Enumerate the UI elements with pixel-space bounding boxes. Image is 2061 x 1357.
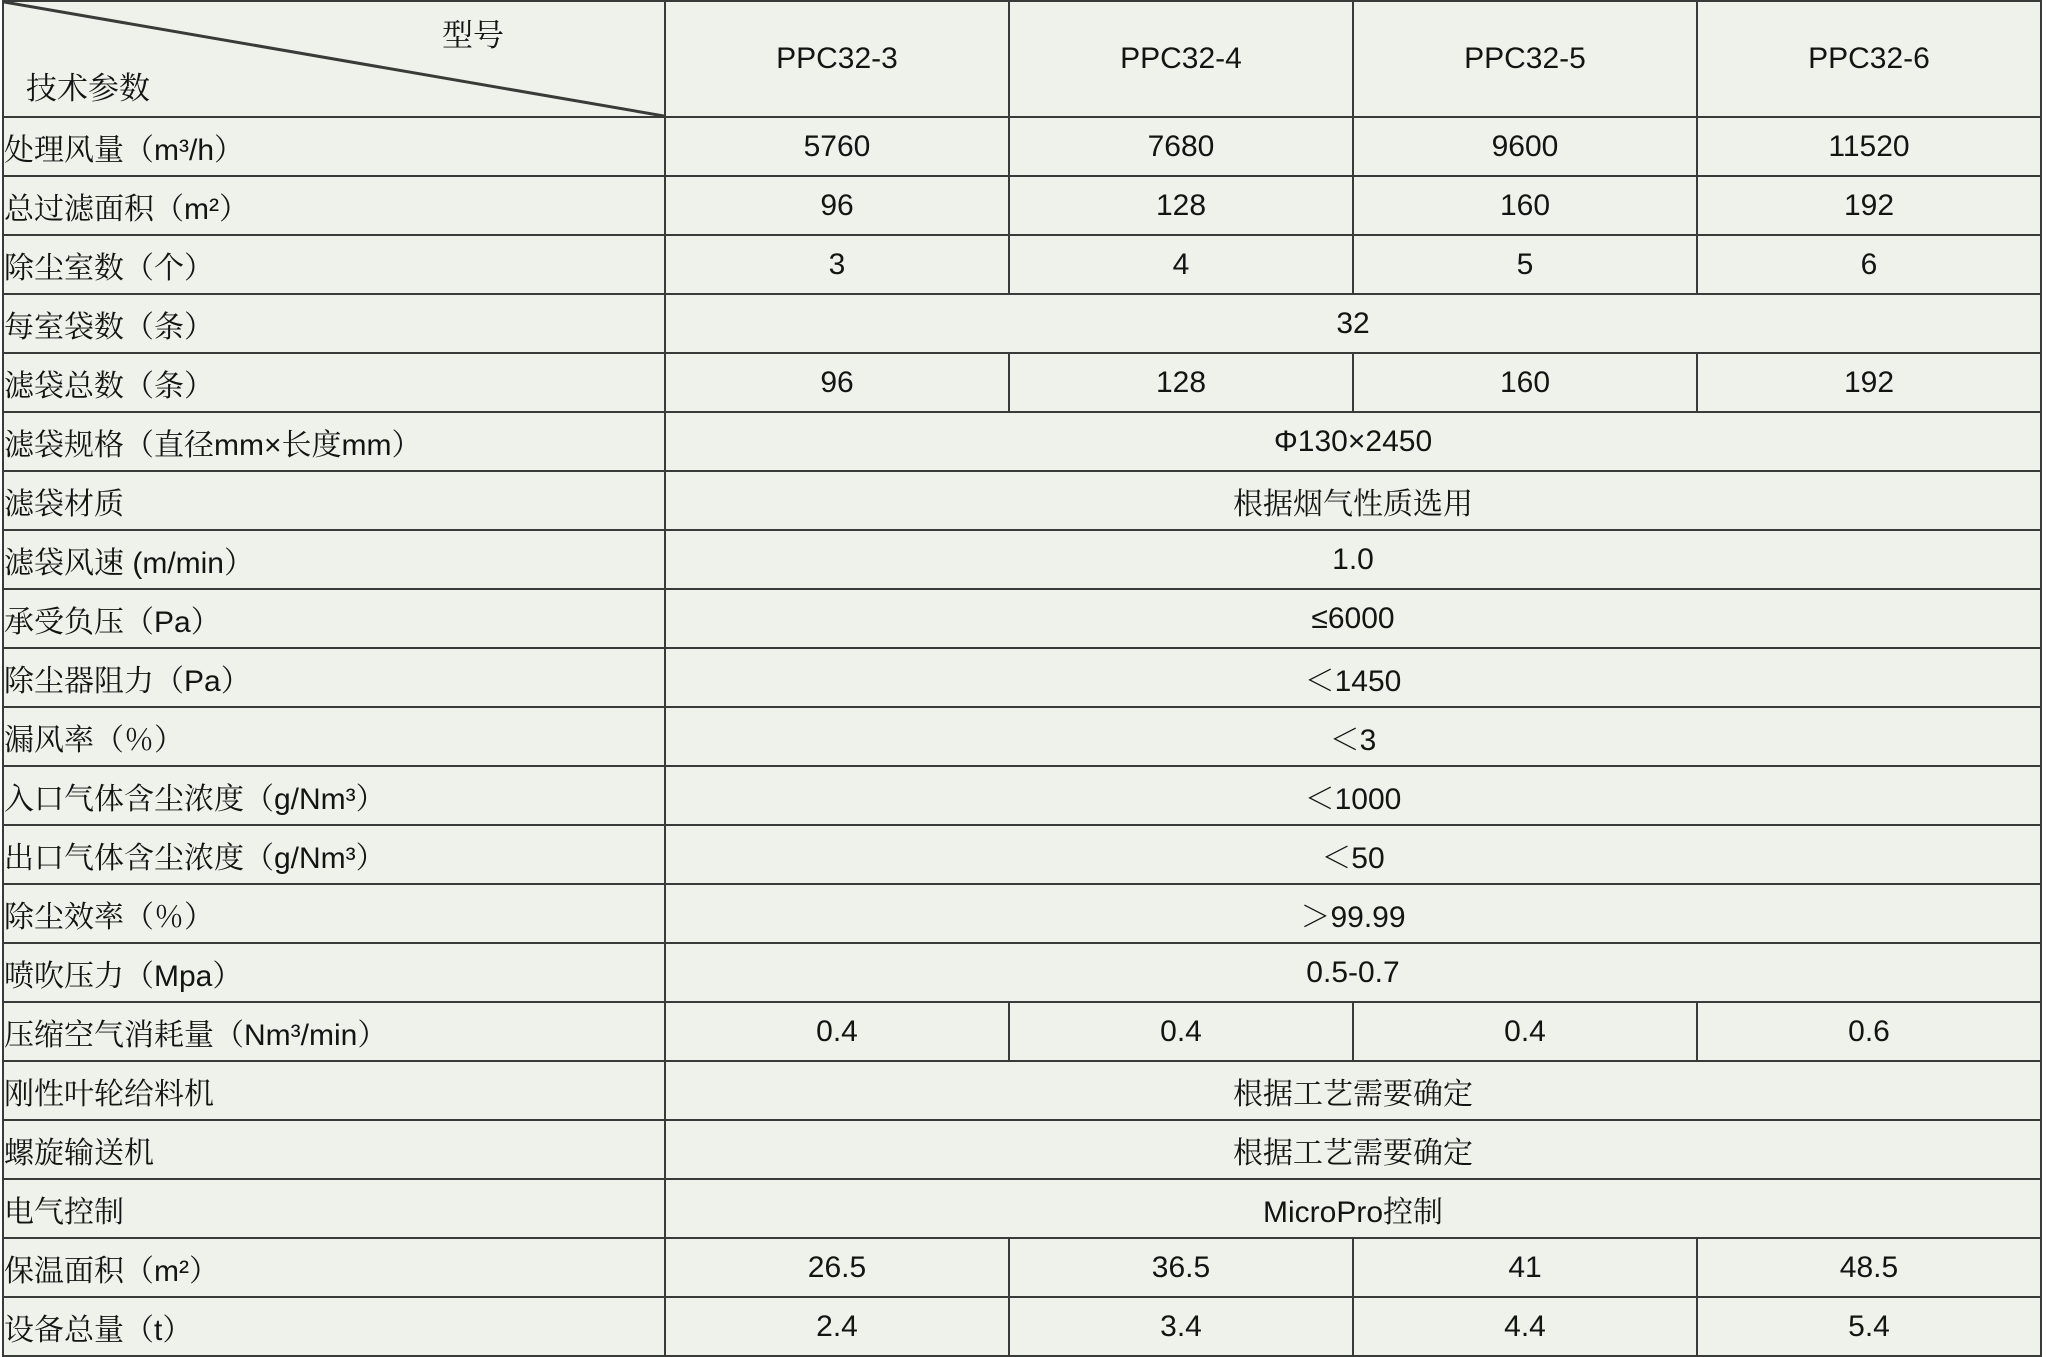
row-value: 192 xyxy=(1697,176,2041,235)
table-row xyxy=(3,530,2041,589)
row-value: 5 xyxy=(1353,235,1697,294)
row-value: 0.6 xyxy=(1697,1002,2041,1061)
table-row xyxy=(3,1002,2041,1061)
model-header-1: PPC32-3 xyxy=(665,1,1009,117)
row-value-merged: Φ130×2450 xyxy=(665,412,2041,471)
row-param-label: 除尘室数（个） xyxy=(3,235,665,294)
row-value: 7680 xyxy=(1009,117,1353,176)
row-value: 4.4 xyxy=(1353,1297,1697,1356)
table-row xyxy=(3,884,2041,943)
row-value: 6 xyxy=(1697,235,2041,294)
specification-table xyxy=(2,0,2042,1357)
row-value-merged: ≤6000 xyxy=(665,589,2041,648)
row-param-label: 滤袋规格（直径mm×长度mm） xyxy=(3,412,665,471)
table-row xyxy=(3,294,2041,353)
row-param-label: 压缩空气消耗量（Nm³/min） xyxy=(3,1002,665,1061)
row-value: 0.4 xyxy=(1009,1002,1353,1061)
row-param-label: 保温面积（m²） xyxy=(3,1238,665,1297)
corner-model-label: 型号 xyxy=(442,18,504,53)
table-row xyxy=(3,471,2041,530)
table-header-row xyxy=(3,1,2041,117)
table-row xyxy=(3,589,2041,648)
row-value: 192 xyxy=(1697,353,2041,412)
table-row xyxy=(3,943,2041,1002)
row-param-label: 承受负压（Pa） xyxy=(3,589,665,648)
row-value-merged: ＜1000 xyxy=(665,766,2041,825)
model-header-3: PPC32-5 xyxy=(1353,1,1697,117)
table-row xyxy=(3,412,2041,471)
row-value-merged: 0.5-0.7 xyxy=(665,943,2041,1002)
table-row xyxy=(3,707,2041,766)
table-row xyxy=(3,1238,2041,1297)
row-param-label: 螺旋输送机 xyxy=(3,1120,665,1179)
row-value: 3 xyxy=(665,235,1009,294)
row-value-merged: ＜50 xyxy=(665,825,2041,884)
table-row xyxy=(3,235,2041,294)
table-row xyxy=(3,117,2041,176)
table-row xyxy=(3,1179,2041,1238)
row-value-merged: ＜3 xyxy=(665,707,2041,766)
row-value: 96 xyxy=(665,176,1009,235)
row-value: 48.5 xyxy=(1697,1238,2041,1297)
row-param-label: 喷吹压力（Mpa） xyxy=(3,943,665,1002)
corner-header-cell xyxy=(3,1,665,117)
row-value: 5.4 xyxy=(1697,1297,2041,1356)
row-value: 2.4 xyxy=(665,1297,1009,1356)
row-param-label: 处理风量（m³/h） xyxy=(3,117,665,176)
row-value-merged: ＞99.99 xyxy=(665,884,2041,943)
table-row xyxy=(3,648,2041,707)
row-value: 26.5 xyxy=(665,1238,1009,1297)
row-param-label: 出口气体含尘浓度（g/Nm³） xyxy=(3,825,665,884)
table-body xyxy=(3,1,2041,1356)
row-param-label: 滤袋风速 (m/min） xyxy=(3,530,665,589)
row-value: 128 xyxy=(1009,353,1353,412)
row-param-label: 滤袋材质 xyxy=(3,471,665,530)
row-value-merged: 根据工艺需要确定 xyxy=(665,1120,2041,1179)
model-header-2: PPC32-4 xyxy=(1009,1,1353,117)
table-row xyxy=(3,1120,2041,1179)
row-value: 4 xyxy=(1009,235,1353,294)
row-value-merged: 根据烟气性质选用 xyxy=(665,471,2041,530)
table-row xyxy=(3,1061,2041,1120)
row-param-label: 除尘效率（％） xyxy=(3,884,665,943)
row-value: 5760 xyxy=(665,117,1009,176)
row-param-label: 除尘器阻力（Pa） xyxy=(3,648,665,707)
row-param-label: 滤袋总数（条） xyxy=(3,353,665,412)
row-value: 96 xyxy=(665,353,1009,412)
row-value-merged: 32 xyxy=(665,294,2041,353)
row-value: 9600 xyxy=(1353,117,1697,176)
table-row xyxy=(3,766,2041,825)
corner-inner xyxy=(4,2,664,116)
row-value: 36.5 xyxy=(1009,1238,1353,1297)
table-row xyxy=(3,176,2041,235)
table-row xyxy=(3,1297,2041,1356)
row-value-merged: 根据工艺需要确定 xyxy=(665,1061,2041,1120)
row-value: 160 xyxy=(1353,176,1697,235)
row-param-label: 刚性叶轮给料机 xyxy=(3,1061,665,1120)
row-value-merged: 1.0 xyxy=(665,530,2041,589)
row-param-label: 入口气体含尘浓度（g/Nm³） xyxy=(3,766,665,825)
row-value-merged: ＜1450 xyxy=(665,648,2041,707)
row-param-label: 设备总量（t） xyxy=(3,1297,665,1356)
row-value: 0.4 xyxy=(1353,1002,1697,1061)
corner-param-label: 技术参数 xyxy=(26,71,150,106)
row-value: 128 xyxy=(1009,176,1353,235)
row-value: 11520 xyxy=(1697,117,2041,176)
row-value: 41 xyxy=(1353,1238,1697,1297)
row-param-label: 每室袋数（条） xyxy=(3,294,665,353)
row-value: 3.4 xyxy=(1009,1297,1353,1356)
row-value: 160 xyxy=(1353,353,1697,412)
table-row xyxy=(3,353,2041,412)
row-param-label: 漏风率（％） xyxy=(3,707,665,766)
row-param-label: 总过滤面积（m²） xyxy=(3,176,665,235)
row-value-merged: MicroPro控制 xyxy=(665,1179,2041,1238)
model-header-4: PPC32-6 xyxy=(1697,1,2041,117)
row-param-label: 电气控制 xyxy=(3,1179,665,1238)
row-value: 0.4 xyxy=(665,1002,1009,1061)
table-row xyxy=(3,825,2041,884)
